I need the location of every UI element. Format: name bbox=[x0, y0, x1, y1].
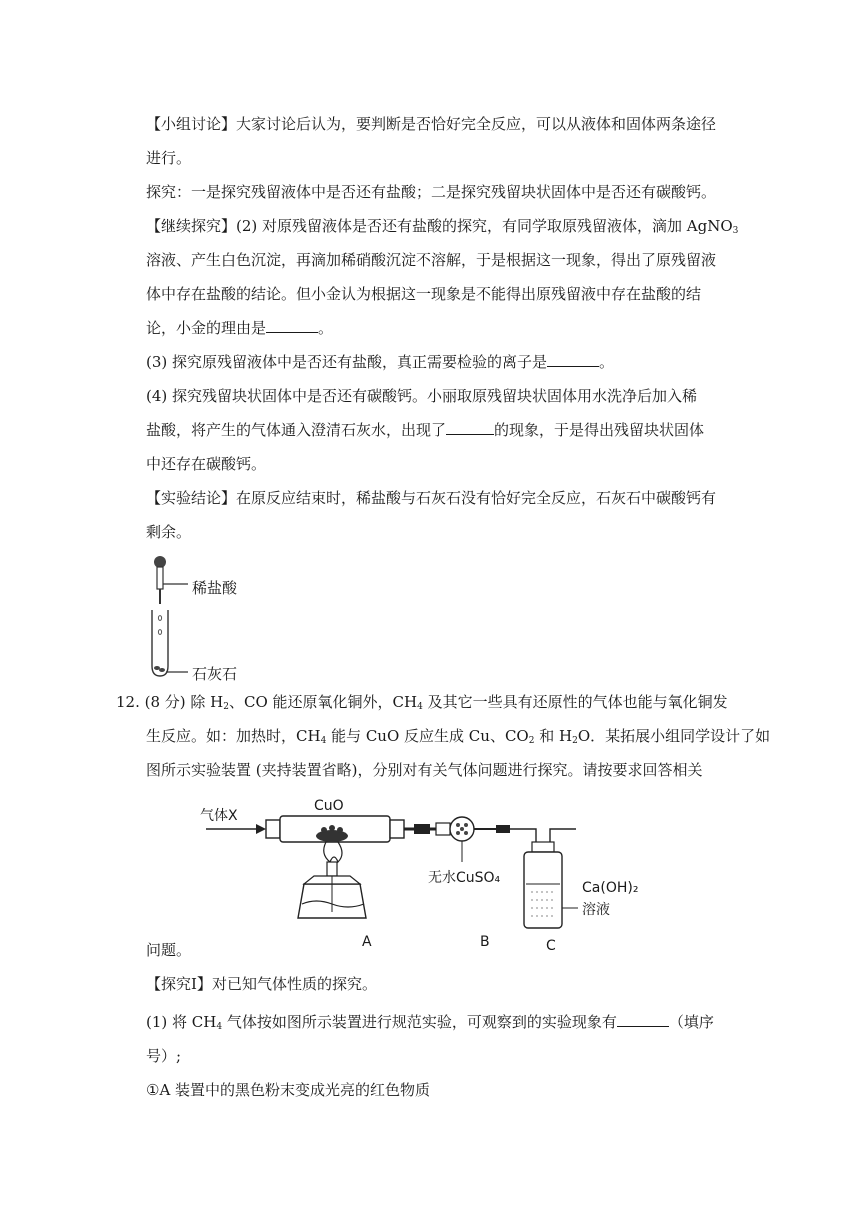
continue-text-4: 论，小金的理由是 bbox=[146, 319, 267, 337]
continue-line-4 bbox=[146, 318, 333, 338]
q3-end: 。 bbox=[599, 353, 615, 371]
label-c: C bbox=[546, 938, 556, 954]
explore1-tag: 【探究Ⅰ】 bbox=[146, 975, 212, 993]
q12-text-b: 、CO 能还原氧化铜外，CH bbox=[229, 693, 418, 711]
ch4-subscript-3: 4 bbox=[216, 1022, 223, 1032]
q12-text-a: 12. (8 分) 除 H bbox=[116, 693, 224, 711]
gas-x-label: 气体X bbox=[200, 808, 238, 824]
conclusion-line-1 bbox=[146, 488, 716, 508]
alcohol-lamp-icon bbox=[298, 842, 366, 918]
q3-text: (3) 探究原残留液体中是否还有盐酸，真正需要检验的离子是 bbox=[146, 353, 548, 371]
continue-text-4-end: 。 bbox=[318, 319, 334, 337]
q4-line-1: (4) 探究残留块状固体中是否还有碳酸钙。小丽取原残留块状固体用水洗净后加入稀 bbox=[146, 387, 698, 405]
q1-line-1 bbox=[146, 1012, 714, 1037]
discuss-line-1 bbox=[146, 114, 716, 134]
solution-label: 溶液 bbox=[582, 902, 610, 918]
q12-text-2b: 能与 CuO 反应生成 Cu、CO bbox=[326, 727, 529, 745]
answer-blank-reason[interactable] bbox=[266, 318, 318, 333]
h2o-subscript: 2 bbox=[572, 736, 578, 746]
q4-text-2-end: 的现象，于是得出残留块状固体 bbox=[494, 421, 705, 439]
q4-line-2 bbox=[146, 420, 704, 440]
co2-subscript: 2 bbox=[528, 736, 535, 746]
combustion-tube-icon bbox=[266, 816, 404, 842]
continue-tag: 【继续探究】 bbox=[146, 217, 237, 235]
apparatus-diagram bbox=[196, 792, 656, 962]
test-tube-icon bbox=[152, 610, 188, 676]
explore1-text: 对已知气体性质的探究。 bbox=[211, 975, 377, 993]
answer-blank-phenomenon[interactable] bbox=[446, 420, 494, 435]
explore1-line bbox=[146, 974, 377, 994]
continue-line-2: 溶液、产生白色沉淀，再滴加稀硝酸沉淀不溶解，于是根据这一现象，得出了原残留液 bbox=[146, 251, 717, 269]
q12-text-2c: 和 H bbox=[534, 727, 573, 745]
conclusion-text-1: 在原反应结束时，稀盐酸与石灰石没有恰好完全反应，石灰石中碳酸钙有 bbox=[236, 489, 717, 507]
q12-line-4: 问题。 bbox=[146, 941, 192, 959]
q3-line bbox=[146, 352, 614, 372]
ch4-subscript: 4 bbox=[417, 702, 423, 712]
q12-line-1 bbox=[116, 692, 728, 717]
continue-line-1 bbox=[146, 216, 738, 241]
conclusion-line-2: 剩余。 bbox=[146, 523, 192, 541]
conclusion-tag: 【实验结论】 bbox=[146, 489, 237, 507]
discuss-tag: 【小组讨论】 bbox=[146, 115, 237, 133]
q12-line-3: 图所示实验装置 (夹持装置省略)，分别对有关气体问题进行探究。请按要求回答相关 bbox=[146, 761, 703, 779]
drying-tube-icon bbox=[436, 817, 510, 862]
continue-line-3: 体中存在盐酸的结论。但小金认为根据这一现象是不能得出原残留液中存在盐酸的结 bbox=[146, 285, 702, 303]
explore-line: 探究：一是探究残留液体中是否还有盐酸；二是探究残留块状固体中是否还有碳酸钙。 bbox=[146, 183, 717, 201]
gas-washing-bottle-icon bbox=[524, 842, 578, 928]
q1-line-2: 号）; bbox=[146, 1047, 182, 1065]
q12-text-c: 及其它一些具有还原性的气体也能与氧化铜发 bbox=[422, 693, 728, 711]
answer-blank-ion[interactable] bbox=[547, 352, 599, 367]
label-a: A bbox=[362, 934, 372, 950]
caoh2-label: Ca(OH)₂ bbox=[582, 880, 639, 896]
q4-line-3: 中还存在碳酸钙。 bbox=[146, 455, 267, 473]
q1-text-b: 气体按如图所示装置进行规范实验，可观察到的实验现象有 bbox=[222, 1013, 617, 1031]
q12-text-2a: 生反应。如：加热时，CH bbox=[146, 727, 321, 745]
q1-text-a: (1) 将 CH bbox=[146, 1013, 217, 1031]
label-dilute-hcl: 稀盐酸 bbox=[192, 579, 238, 597]
q12-text-2d: O．某拓展小组同学设计了如 bbox=[577, 727, 771, 745]
continue-text-1: (2) 对原残留液体是否还有盐酸的探究，有同学取原残留液体，滴加 AgNO bbox=[236, 217, 733, 235]
label-limestone: 石灰石 bbox=[192, 665, 238, 683]
agno3-subscript: 3 bbox=[732, 226, 739, 236]
q4-text-2: 盐酸，将产生的气体通入澄清石灰水，出现了 bbox=[146, 421, 447, 439]
discuss-line-2: 进行。 bbox=[146, 149, 192, 167]
label-b: B bbox=[480, 934, 490, 950]
q1-item-1: ①A 装置中的黑色粉末变成光亮的红色物质 bbox=[146, 1081, 431, 1099]
dropper-icon bbox=[154, 556, 188, 604]
h2-subscript: 2 bbox=[223, 702, 229, 712]
answer-blank-phenomena[interactable] bbox=[617, 1012, 669, 1027]
cuso4-label: 无水CuSO₄ bbox=[428, 870, 501, 886]
q12-line-2 bbox=[146, 726, 770, 751]
ch4-subscript-2: 4 bbox=[320, 736, 327, 746]
cuo-label: CuO bbox=[314, 798, 344, 814]
q1-text-post: （填序 bbox=[668, 1013, 714, 1031]
discuss-text-1: 大家讨论后认为，要判断是否恰好完全反应，可以从液体和固体两条途径 bbox=[236, 115, 717, 133]
